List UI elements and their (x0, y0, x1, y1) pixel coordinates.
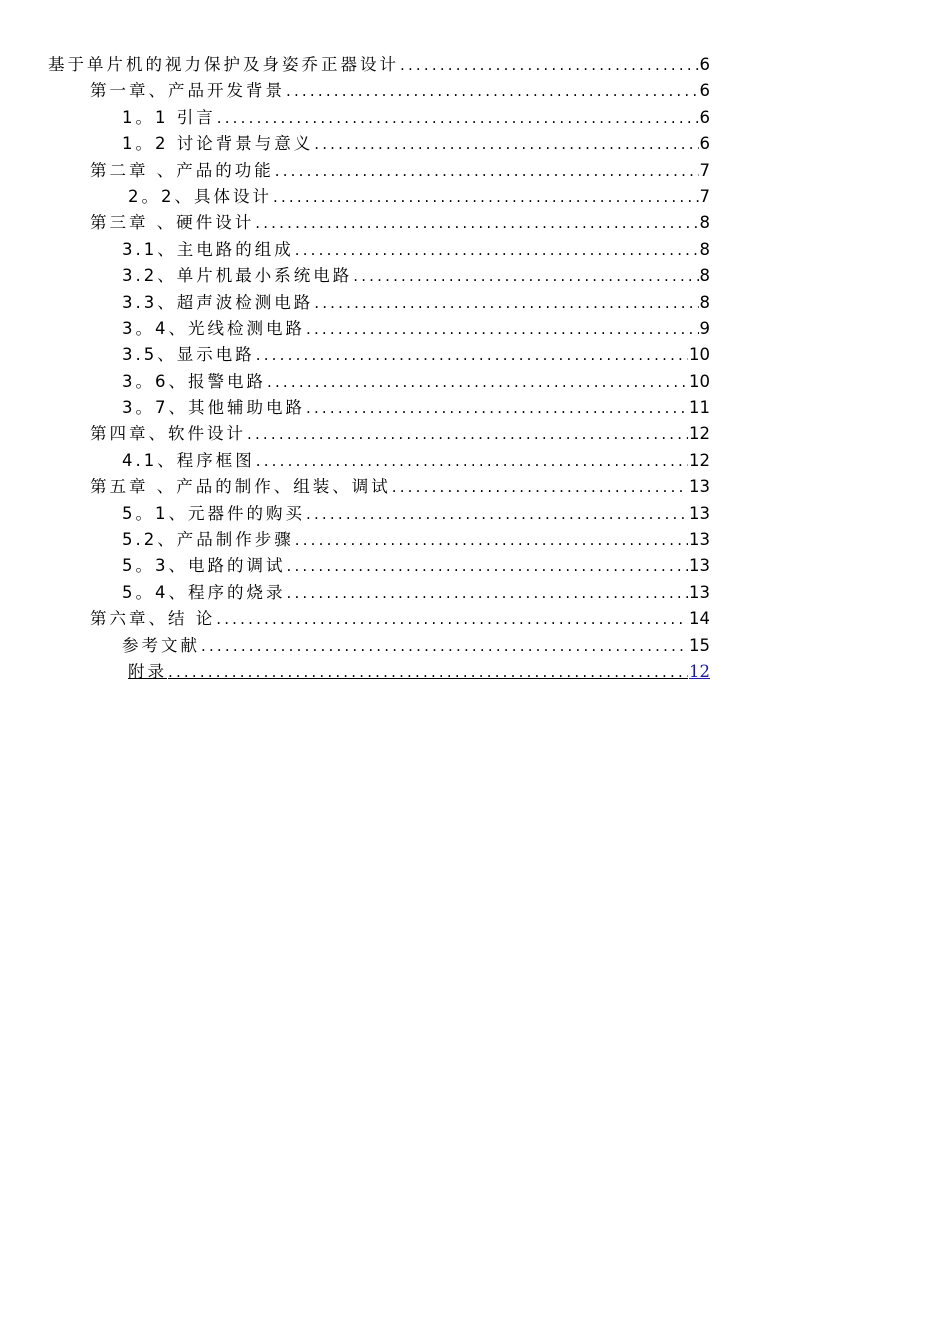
toc-entry[interactable] (48, 501, 710, 527)
toc-leader-dots (313, 290, 698, 316)
toc-page-number: 10 (689, 371, 710, 391)
toc-entry-title: 5。3、电路的调试 (122, 556, 286, 576)
toc-entry[interactable] (48, 474, 710, 500)
toc-entry[interactable] (48, 131, 710, 157)
toc-entry[interactable] (48, 421, 710, 447)
toc-leader-dots (215, 606, 688, 632)
toc-entry-appendix-link[interactable] (48, 659, 710, 685)
toc-leader-dots (255, 448, 688, 474)
toc-entry[interactable] (48, 184, 710, 210)
toc-page-number: 14 (689, 609, 710, 629)
toc-entry[interactable] (48, 263, 710, 289)
toc-leader-dots (305, 395, 688, 421)
toc-page-number: 6 (699, 55, 710, 74)
toc-leader-dots (286, 553, 689, 579)
toc-leader-dots (294, 527, 688, 553)
toc-page-number: 9 (699, 318, 710, 338)
toc-entry-title: 5。4、程序的烧录 (122, 582, 286, 602)
toc-entry-title: 3.1、主电路的组成 (122, 239, 294, 259)
toc-entry[interactable] (48, 633, 710, 659)
toc-entry-title: 第一章、产品开发背景 (90, 81, 285, 101)
toc-entry[interactable] (48, 395, 710, 421)
toc-entry[interactable] (48, 158, 710, 184)
toc-page-number: 6 (699, 107, 710, 127)
toc-entry[interactable] (48, 369, 710, 395)
toc-entry-title: 附录 (128, 661, 167, 681)
toc-entry[interactable] (48, 290, 710, 316)
toc-entry[interactable] (48, 105, 710, 131)
toc-entry[interactable] (48, 237, 710, 263)
toc-entry-title: 第二章 、产品的功能 (90, 160, 274, 180)
toc-page-number: 11 (689, 398, 710, 418)
toc-page-number-link[interactable]: 12 (689, 661, 710, 681)
toc-leader-dots (305, 501, 688, 527)
toc-leader-dots (216, 105, 699, 131)
toc-page-number: 15 (689, 635, 710, 655)
toc-entry-title: 1。1 引言 (122, 107, 216, 127)
toc-leader-dots (286, 580, 689, 606)
toc-page-number: 7 (699, 186, 710, 206)
toc-leader-dots (200, 633, 688, 659)
toc-entry[interactable] (48, 448, 710, 474)
toc-entry[interactable] (48, 316, 710, 342)
toc-entry-title: 3。6、报警电路 (122, 371, 266, 391)
toc-leader-dots (352, 263, 698, 289)
toc-entry[interactable] (48, 580, 710, 606)
toc-leader-dots (294, 237, 699, 263)
table-of-contents (48, 52, 710, 685)
toc-page-number: 13 (689, 477, 710, 497)
toc-page-number: 13 (689, 503, 710, 523)
toc-leader-dots (272, 184, 699, 210)
toc-entry-title: 第六章、结 论 (90, 609, 216, 629)
toc-entry[interactable] (48, 210, 710, 236)
toc-leader-dots (167, 659, 688, 685)
toc-entry-title: 第五章 、产品的制作、组装、调试 (90, 477, 391, 497)
toc-page-number: 6 (699, 134, 710, 154)
toc-entry[interactable] (48, 52, 710, 78)
toc-entry-title: 2。2、具体设计 (128, 186, 272, 206)
toc-page-number: 13 (689, 582, 710, 602)
toc-page-number: 8 (699, 239, 710, 259)
toc-entry[interactable] (48, 606, 710, 632)
toc-entry-title: 3.5、显示电路 (122, 345, 255, 365)
toc-page-number: 12 (689, 424, 710, 444)
toc-leader-dots (266, 369, 688, 395)
toc-page-number: 7 (699, 160, 710, 180)
toc-page-number: 8 (699, 213, 710, 233)
toc-leader-dots (274, 158, 699, 184)
toc-leader-dots (255, 342, 688, 368)
toc-leader-dots (305, 316, 699, 342)
toc-leader-dots (391, 474, 688, 500)
toc-entry-title: 3。4、光线检测电路 (122, 318, 305, 338)
toc-entry[interactable] (48, 553, 710, 579)
toc-leader-dots (254, 210, 698, 236)
toc-page-number: 6 (699, 81, 710, 101)
toc-page-number: 8 (699, 292, 710, 312)
toc-entry-title: 1。2 讨论背景与意义 (122, 134, 314, 154)
toc-entry-title: 3。7、其他辅助电路 (122, 398, 305, 418)
toc-entry-title: 5。1、元器件的购买 (122, 503, 305, 523)
toc-entry-title: 参考文献 (122, 635, 200, 655)
toc-leader-dots (313, 131, 698, 157)
toc-page-number: 8 (699, 266, 710, 286)
toc-entry-title: 4.1、程序框图 (122, 450, 255, 470)
toc-entry[interactable] (48, 342, 710, 368)
toc-entry[interactable] (48, 78, 710, 104)
toc-entry-title: 基于单片机的视力保护及身姿乔正器设计 (48, 55, 399, 74)
toc-page-number: 13 (689, 530, 710, 550)
toc-entry-title: 3.3、超声波检测电路 (122, 292, 314, 312)
toc-entry-title: 5.2、产品制作步骤 (122, 530, 294, 550)
toc-page-number: 12 (689, 450, 710, 470)
toc-page-number: 13 (689, 556, 710, 576)
toc-leader-dots (399, 52, 699, 78)
toc-entry[interactable] (48, 527, 710, 553)
toc-leader-dots (285, 78, 699, 104)
toc-entry-title: 第四章、软件设计 (90, 424, 246, 444)
toc-entry-title: 3.2、单片机最小系统电路 (122, 266, 353, 286)
toc-page-number: 10 (689, 345, 710, 365)
toc-leader-dots (246, 421, 688, 447)
toc-entry-title: 第三章 、硬件设计 (90, 213, 255, 233)
